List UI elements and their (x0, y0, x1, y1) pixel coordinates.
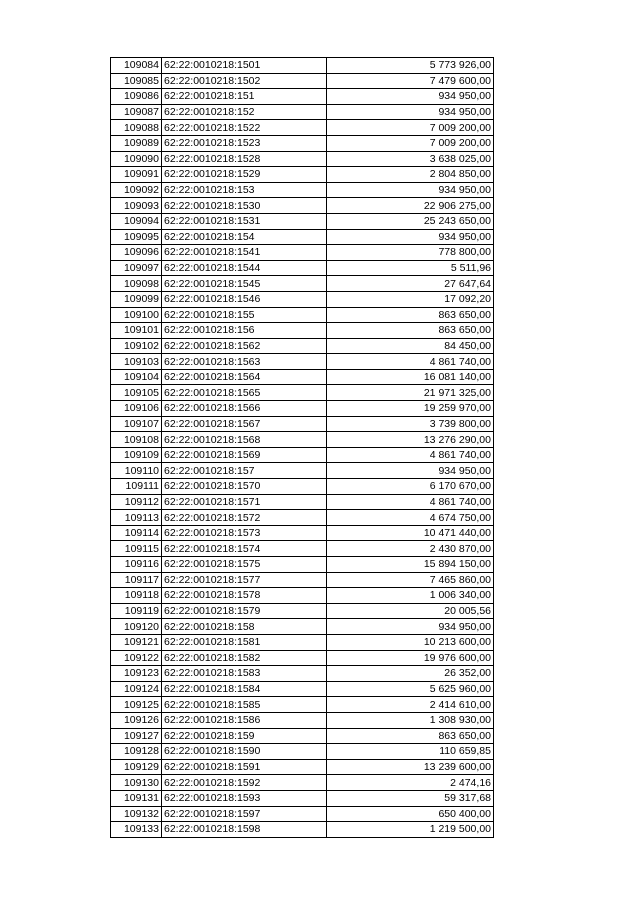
row-id-cell: 109112 (111, 494, 162, 510)
row-id-cell: 109120 (111, 619, 162, 635)
cadastral-number-cell: 62:22:0010218:1501 (162, 58, 327, 74)
row-id-cell: 109131 (111, 790, 162, 806)
table-row (111, 198, 494, 214)
cadastral-value-cell: 26 352,00 (327, 666, 494, 682)
cadastral-number-cell: 62:22:0010218:1598 (162, 822, 327, 838)
cadastral-number-cell: 62:22:0010218:1597 (162, 806, 327, 822)
cadastral-value-cell: 1 006 340,00 (327, 588, 494, 604)
row-id-cell: 109106 (111, 401, 162, 417)
cadastral-value-cell: 2 430 870,00 (327, 541, 494, 557)
row-id-cell: 109123 (111, 666, 162, 682)
row-id-cell: 109097 (111, 260, 162, 276)
table-row (111, 728, 494, 744)
table-body (111, 58, 494, 838)
cadastral-number-cell: 62:22:0010218:156 (162, 323, 327, 339)
cadastral-value-cell: 16 081 140,00 (327, 369, 494, 385)
table-row (111, 104, 494, 120)
row-id-cell: 109088 (111, 120, 162, 136)
cadastral-number-cell: 62:22:0010218:1590 (162, 744, 327, 760)
row-id-cell: 109116 (111, 557, 162, 573)
row-id-cell: 109133 (111, 822, 162, 838)
row-id-cell: 109113 (111, 510, 162, 526)
table-row (111, 634, 494, 650)
cadastral-value-cell: 3 638 025,00 (327, 151, 494, 167)
row-id-cell: 109130 (111, 775, 162, 791)
table-row (111, 182, 494, 198)
table-row (111, 619, 494, 635)
cadastral-value-cell: 21 971 325,00 (327, 385, 494, 401)
table-row (111, 385, 494, 401)
cadastral-number-cell: 62:22:0010218:1591 (162, 759, 327, 775)
table-row (111, 557, 494, 573)
table-row (111, 588, 494, 604)
table-row (111, 759, 494, 775)
table-row (111, 712, 494, 728)
cadastral-number-cell: 62:22:0010218:1581 (162, 634, 327, 650)
table-row (111, 307, 494, 323)
row-id-cell: 109103 (111, 354, 162, 370)
cadastral-number-cell: 62:22:0010218:1530 (162, 198, 327, 214)
row-id-cell: 109109 (111, 447, 162, 463)
row-id-cell: 109090 (111, 151, 162, 167)
cadastral-number-cell: 62:22:0010218:153 (162, 182, 327, 198)
cadastral-number-cell: 62:22:0010218:1565 (162, 385, 327, 401)
cadastral-value-cell: 22 906 275,00 (327, 198, 494, 214)
row-id-cell: 109118 (111, 588, 162, 604)
cadastral-number-cell: 62:22:0010218:1541 (162, 245, 327, 261)
table-row (111, 541, 494, 557)
cadastral-value-cell: 25 243 650,00 (327, 213, 494, 229)
row-id-cell: 109100 (111, 307, 162, 323)
table-row (111, 650, 494, 666)
cadastral-number-cell: 62:22:0010218:1570 (162, 479, 327, 495)
table-row (111, 58, 494, 74)
table-row (111, 401, 494, 417)
cadastral-value-cell: 20 005,56 (327, 603, 494, 619)
table-row (111, 744, 494, 760)
cadastral-value-cell: 2 474,16 (327, 775, 494, 791)
row-id-cell: 109128 (111, 744, 162, 760)
table-row (111, 447, 494, 463)
cadastral-value-cell: 1 308 930,00 (327, 712, 494, 728)
cadastral-number-cell: 62:22:0010218:1578 (162, 588, 327, 604)
row-id-cell: 109127 (111, 728, 162, 744)
cadastral-number-cell: 62:22:0010218:1502 (162, 73, 327, 89)
cadastral-number-cell: 62:22:0010218:155 (162, 307, 327, 323)
table-row (111, 463, 494, 479)
table-row (111, 510, 494, 526)
cadastral-value-cell: 2 414 610,00 (327, 697, 494, 713)
cadastral-number-cell: 62:22:0010218:1529 (162, 167, 327, 183)
cadastral-value-cell: 934 950,00 (327, 104, 494, 120)
cadastral-number-cell: 62:22:0010218:1579 (162, 603, 327, 619)
cadastral-value-cell: 934 950,00 (327, 89, 494, 105)
table-row (111, 416, 494, 432)
row-id-cell: 109092 (111, 182, 162, 198)
cadastral-value-cell: 7 465 860,00 (327, 572, 494, 588)
row-id-cell: 109085 (111, 73, 162, 89)
cadastral-value-cell: 863 650,00 (327, 307, 494, 323)
cadastral-value-cell: 4 861 740,00 (327, 494, 494, 510)
table-row (111, 89, 494, 105)
cadastral-value-cell: 4 674 750,00 (327, 510, 494, 526)
row-id-cell: 109093 (111, 198, 162, 214)
cadastral-value-cell: 7 479 600,00 (327, 73, 494, 89)
cadastral-number-cell: 62:22:0010218:1572 (162, 510, 327, 526)
cadastral-value-cell: 17 092,20 (327, 291, 494, 307)
row-id-cell: 109117 (111, 572, 162, 588)
table-row (111, 167, 494, 183)
row-id-cell: 109089 (111, 135, 162, 151)
table-row (111, 806, 494, 822)
row-id-cell: 109086 (111, 89, 162, 105)
cadastral-number-cell: 62:22:0010218:1584 (162, 681, 327, 697)
table-row (111, 135, 494, 151)
cadastral-value-cell: 3 739 800,00 (327, 416, 494, 432)
row-id-cell: 109096 (111, 245, 162, 261)
cadastral-value-cell: 10 213 600,00 (327, 634, 494, 650)
cadastral-value-cell: 19 259 970,00 (327, 401, 494, 417)
table-row (111, 338, 494, 354)
cadastral-number-cell: 62:22:0010218:151 (162, 89, 327, 105)
row-id-cell: 109102 (111, 338, 162, 354)
cadastral-number-cell: 62:22:0010218:1593 (162, 790, 327, 806)
cadastral-number-cell: 62:22:0010218:154 (162, 229, 327, 245)
cadastral-value-cell: 863 650,00 (327, 728, 494, 744)
cadastral-value-cell: 934 950,00 (327, 463, 494, 479)
cadastral-value-cell: 863 650,00 (327, 323, 494, 339)
document-page (110, 57, 492, 838)
cadastral-number-cell: 62:22:0010218:1566 (162, 401, 327, 417)
cadastral-value-cell: 4 861 740,00 (327, 354, 494, 370)
cadastral-value-cell: 59 317,68 (327, 790, 494, 806)
cadastral-number-cell: 62:22:0010218:1531 (162, 213, 327, 229)
table-row (111, 73, 494, 89)
table-row (111, 432, 494, 448)
cadastral-number-cell: 62:22:0010218:1567 (162, 416, 327, 432)
cadastral-value-cell: 15 894 150,00 (327, 557, 494, 573)
row-id-cell: 109105 (111, 385, 162, 401)
cadastral-value-cell: 934 950,00 (327, 619, 494, 635)
cadastral-number-cell: 62:22:0010218:1522 (162, 120, 327, 136)
row-id-cell: 109107 (111, 416, 162, 432)
table-row (111, 260, 494, 276)
cadastral-number-cell: 62:22:0010218:1582 (162, 650, 327, 666)
cadastral-value-cell: 10 471 440,00 (327, 525, 494, 541)
table-row (111, 120, 494, 136)
row-id-cell: 109115 (111, 541, 162, 557)
cadastral-value-cell: 934 950,00 (327, 182, 494, 198)
table-row (111, 697, 494, 713)
table-row (111, 775, 494, 791)
row-id-cell: 109084 (111, 58, 162, 74)
cadastral-value-cell: 110 659,85 (327, 744, 494, 760)
cadastral-value-cell: 7 009 200,00 (327, 135, 494, 151)
table-row (111, 213, 494, 229)
row-id-cell: 109111 (111, 479, 162, 495)
table-row (111, 151, 494, 167)
table-row (111, 479, 494, 495)
cadastral-number-cell: 62:22:0010218:1568 (162, 432, 327, 448)
cadastral-value-cell: 934 950,00 (327, 229, 494, 245)
row-id-cell: 109101 (111, 323, 162, 339)
row-id-cell: 109094 (111, 213, 162, 229)
cadastral-number-cell: 62:22:0010218:1569 (162, 447, 327, 463)
cadastral-number-cell: 62:22:0010218:1592 (162, 775, 327, 791)
table-row (111, 323, 494, 339)
cadastral-value-cell: 6 170 670,00 (327, 479, 494, 495)
cadastral-value-cell: 84 450,00 (327, 338, 494, 354)
cadastral-value-table (110, 57, 494, 838)
table-row (111, 494, 494, 510)
cadastral-number-cell: 62:22:0010218:1577 (162, 572, 327, 588)
table-row (111, 822, 494, 838)
table-row (111, 681, 494, 697)
cadastral-number-cell: 62:22:0010218:1583 (162, 666, 327, 682)
cadastral-number-cell: 62:22:0010218:1575 (162, 557, 327, 573)
row-id-cell: 109095 (111, 229, 162, 245)
table-row (111, 603, 494, 619)
cadastral-number-cell: 62:22:0010218:1523 (162, 135, 327, 151)
table-row (111, 291, 494, 307)
row-id-cell: 109121 (111, 634, 162, 650)
row-id-cell: 109119 (111, 603, 162, 619)
cadastral-number-cell: 62:22:0010218:1585 (162, 697, 327, 713)
cadastral-value-cell: 5 625 960,00 (327, 681, 494, 697)
cadastral-value-cell: 2 804 850,00 (327, 167, 494, 183)
cadastral-value-cell: 4 861 740,00 (327, 447, 494, 463)
cadastral-value-cell: 650 400,00 (327, 806, 494, 822)
cadastral-number-cell: 62:22:0010218:1571 (162, 494, 327, 510)
cadastral-number-cell: 62:22:0010218:159 (162, 728, 327, 744)
cadastral-number-cell: 62:22:0010218:1545 (162, 276, 327, 292)
cadastral-number-cell: 62:22:0010218:1574 (162, 541, 327, 557)
table-row (111, 572, 494, 588)
cadastral-number-cell: 62:22:0010218:1562 (162, 338, 327, 354)
cadastral-number-cell: 62:22:0010218:158 (162, 619, 327, 635)
row-id-cell: 109110 (111, 463, 162, 479)
cadastral-value-cell: 5 511,96 (327, 260, 494, 276)
row-id-cell: 109098 (111, 276, 162, 292)
row-id-cell: 109124 (111, 681, 162, 697)
row-id-cell: 109129 (111, 759, 162, 775)
cadastral-number-cell: 62:22:0010218:1544 (162, 260, 327, 276)
cadastral-value-cell: 13 276 290,00 (327, 432, 494, 448)
table-row (111, 276, 494, 292)
cadastral-value-cell: 5 773 926,00 (327, 58, 494, 74)
row-id-cell: 109091 (111, 167, 162, 183)
cadastral-number-cell: 62:22:0010218:152 (162, 104, 327, 120)
cadastral-number-cell: 62:22:0010218:1586 (162, 712, 327, 728)
cadastral-number-cell: 62:22:0010218:157 (162, 463, 327, 479)
table-row (111, 666, 494, 682)
cadastral-number-cell: 62:22:0010218:1563 (162, 354, 327, 370)
table-row (111, 790, 494, 806)
cadastral-number-cell: 62:22:0010218:1573 (162, 525, 327, 541)
row-id-cell: 109108 (111, 432, 162, 448)
table-row (111, 525, 494, 541)
table-row (111, 229, 494, 245)
row-id-cell: 109132 (111, 806, 162, 822)
cadastral-value-cell: 27 647,64 (327, 276, 494, 292)
cadastral-value-cell: 13 239 600,00 (327, 759, 494, 775)
table-row (111, 245, 494, 261)
row-id-cell: 109125 (111, 697, 162, 713)
cadastral-number-cell: 62:22:0010218:1564 (162, 369, 327, 385)
cadastral-value-cell: 19 976 600,00 (327, 650, 494, 666)
row-id-cell: 109087 (111, 104, 162, 120)
cadastral-value-cell: 1 219 500,00 (327, 822, 494, 838)
row-id-cell: 109114 (111, 525, 162, 541)
cadastral-number-cell: 62:22:0010218:1528 (162, 151, 327, 167)
table-row (111, 354, 494, 370)
row-id-cell: 109104 (111, 369, 162, 385)
cadastral-number-cell: 62:22:0010218:1546 (162, 291, 327, 307)
row-id-cell: 109122 (111, 650, 162, 666)
table-row (111, 369, 494, 385)
row-id-cell: 109126 (111, 712, 162, 728)
row-id-cell: 109099 (111, 291, 162, 307)
cadastral-value-cell: 778 800,00 (327, 245, 494, 261)
cadastral-value-cell: 7 009 200,00 (327, 120, 494, 136)
